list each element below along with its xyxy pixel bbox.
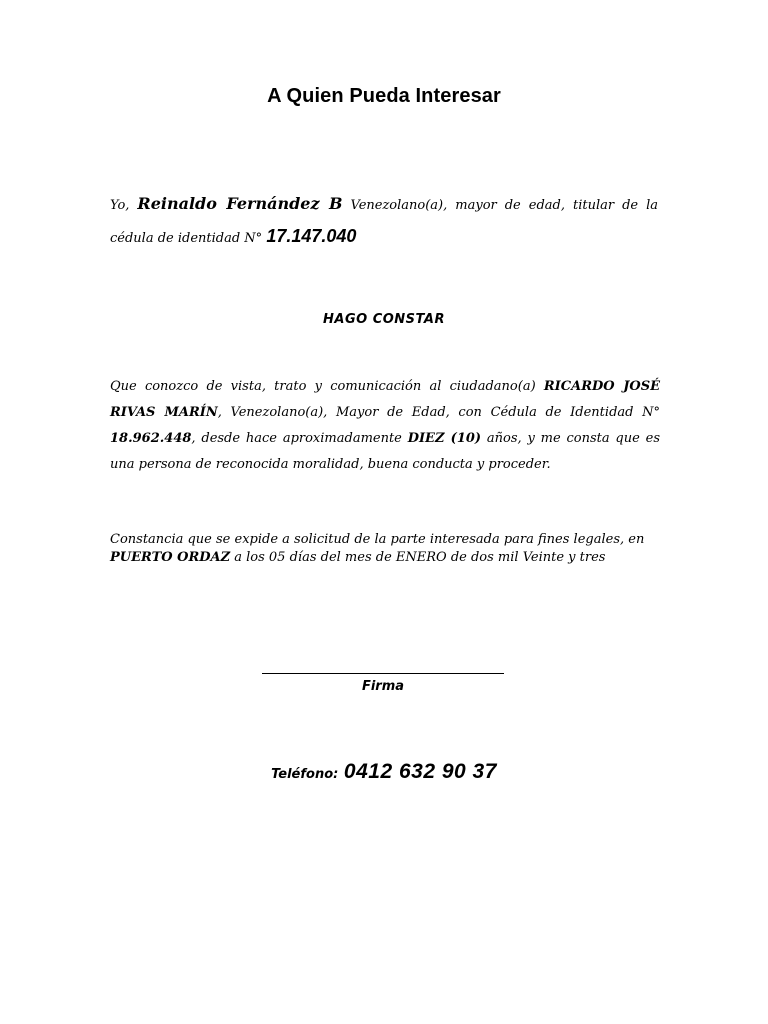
section-heading: HAGO CONSTAR [323, 312, 445, 327]
statement-text-3: , desde hace aproximadamente [191, 431, 408, 446]
phone-number: 0412 632 90 37 [343, 760, 497, 783]
statement-paragraph [110, 374, 660, 478]
intro-middle: Venezolano(a), mayor de edad, titular de la cédula de identidad N° [110, 198, 658, 246]
subject-id-number: 18.962.448 [110, 431, 192, 446]
document-title: A Quien Pueda Interesar [267, 85, 501, 107]
statement-text-4: años, y me consta que es una persona de reconocida moralidad, buena conducta y proceder. [110, 431, 661, 472]
statement-text-1: Que conozco de vista, trato y comunicación al ciudadano(a) [110, 379, 544, 394]
signature-line [262, 673, 504, 674]
statement-text-2: , Venezolano(a), Mayor de Edad, con Cédula de Identidad N° [217, 405, 660, 420]
declarant-name: Reinaldo Fernández B [137, 194, 343, 213]
intro-prefix: Yo, [110, 198, 138, 213]
closing-text-1: Constancia que se expide a solicitud de la parte interesada para fines legales, en [110, 532, 645, 547]
phone-block [0, 760, 768, 784]
subject-name: RICARDO JOSÉ RIVAS MARÍN [110, 379, 660, 420]
declarant-id-number: 17.147.040 [266, 226, 357, 246]
city-name: PUERTO ORDAZ [110, 550, 231, 565]
duration: DIEZ (10) [407, 431, 482, 446]
closing-text-2: a los 05 días del mes de ENERO de dos mil Veinte y tres [230, 550, 606, 565]
phone-label: Teléfono: [271, 767, 339, 782]
closing-paragraph [110, 531, 670, 567]
signature-label: Firma [361, 679, 405, 694]
declarant-paragraph [110, 188, 658, 254]
